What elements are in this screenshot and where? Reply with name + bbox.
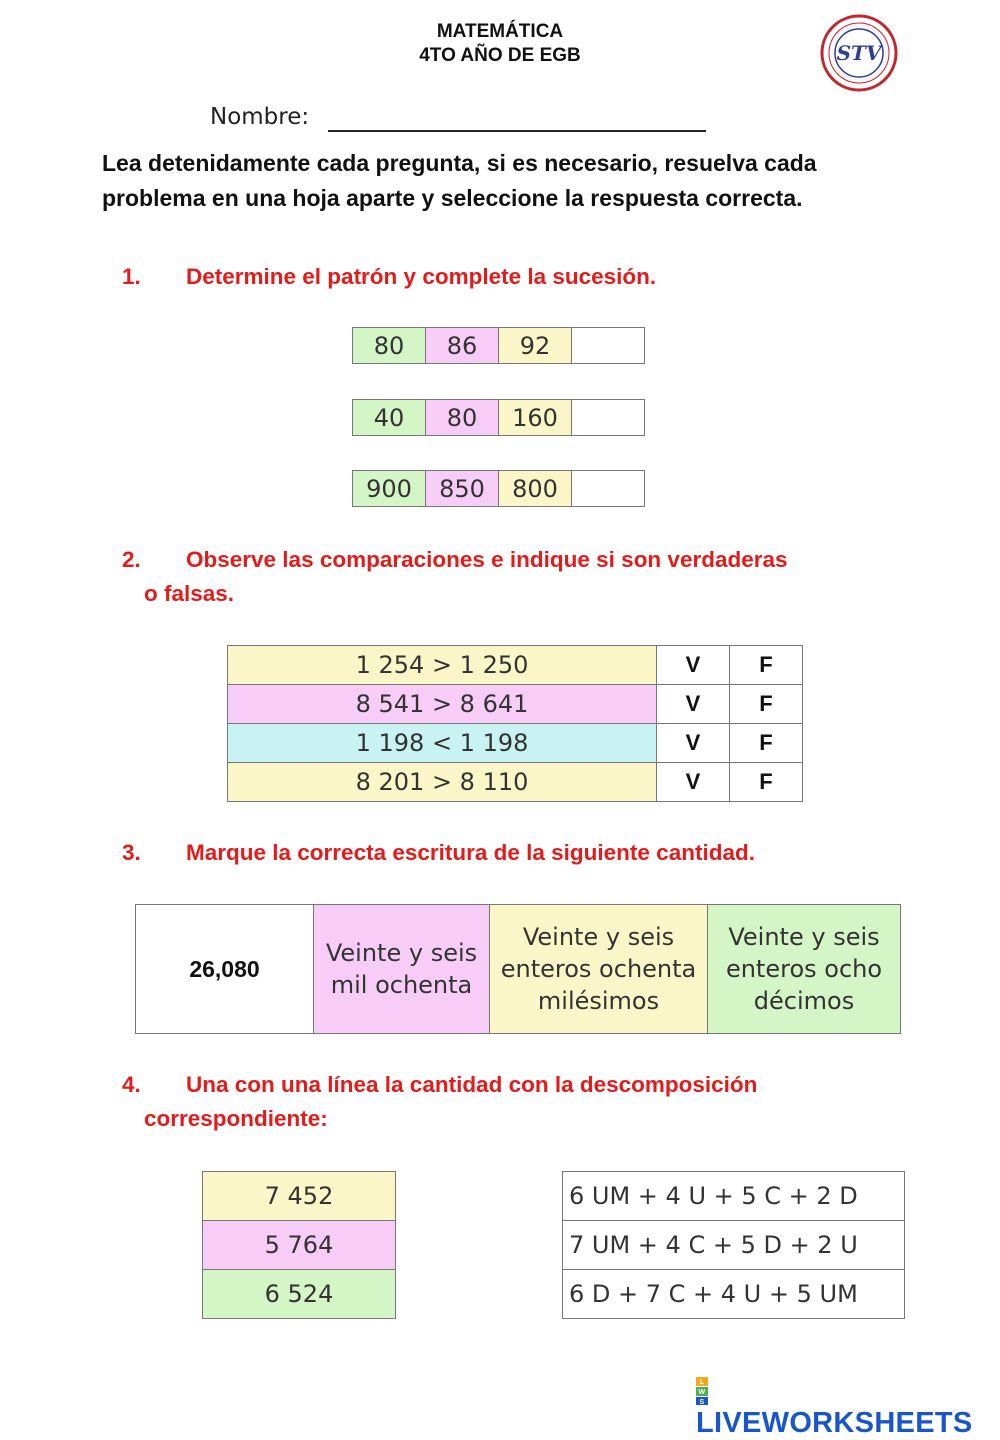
- question-4-number: 4.: [122, 1072, 141, 1097]
- school-logo: [820, 14, 898, 92]
- amount-cell: 26,080: [136, 905, 314, 1034]
- question-4: [122, 1068, 757, 1136]
- decomposition-list: [562, 1171, 905, 1319]
- question-4-text: Una con una línea la cantidad con la descomposición: [186, 1072, 758, 1097]
- quantity-item[interactable]: 6 524: [203, 1270, 396, 1319]
- quantity-item[interactable]: 7 452: [203, 1172, 396, 1221]
- question-2-text-cont: o falsas.: [144, 581, 235, 606]
- sequence-answer-input[interactable]: [572, 471, 645, 507]
- writing-option-1[interactable]: Veinte y seis mil ochenta: [314, 905, 490, 1034]
- decomposition-item[interactable]: 6 D + 7 C + 4 U + 5 UM: [563, 1270, 905, 1319]
- true-option[interactable]: V: [657, 724, 730, 763]
- comparison-table: [227, 645, 803, 802]
- sequence-cell: 40: [353, 400, 426, 436]
- sequence-cell: 86: [426, 328, 499, 364]
- name-input-line[interactable]: [328, 130, 706, 132]
- comparison-expression: 8 541 > 8 641: [228, 685, 657, 724]
- svg-text:S: S: [699, 1399, 705, 1406]
- brand-name: LIVEWORKSHEETS: [696, 1407, 973, 1439]
- false-option[interactable]: F: [730, 763, 803, 802]
- sequence-cell: 80: [353, 328, 426, 364]
- name-label: Nombre:: [210, 104, 310, 130]
- quantity-item[interactable]: 5 764: [203, 1221, 396, 1270]
- instructions: Lea detenidamente cada pregunta, si es necesario, resuelva cada problema en una hoja aparte y seleccione la respuesta correcta.: [102, 150, 817, 211]
- comparison-expression: 8 201 > 8 110: [228, 763, 657, 802]
- sequence-cell: 850: [426, 471, 499, 507]
- sequence-table-3: [352, 470, 645, 507]
- quantity-list: [202, 1171, 396, 1319]
- sequence-table-1: [352, 327, 645, 364]
- logo-monogram: STV: [836, 41, 882, 65]
- question-1-number: 1.: [122, 264, 141, 289]
- number-writing-table: [135, 904, 901, 1034]
- sequence-table-2: [352, 399, 645, 436]
- sequence-cell: 92: [499, 328, 572, 364]
- sequence-answer-input[interactable]: [572, 328, 645, 364]
- decomposition-item[interactable]: 7 UM + 4 C + 5 D + 2 U: [563, 1221, 905, 1270]
- sequence-cell: 160: [499, 400, 572, 436]
- true-option[interactable]: V: [657, 646, 730, 685]
- question-1: [122, 260, 656, 294]
- liveworksheets-brand: [696, 1374, 1000, 1440]
- question-2: [122, 543, 788, 611]
- comparison-expression: 1 198 < 1 198: [228, 724, 657, 763]
- subject-title: MATEMÁTICA: [436, 21, 564, 42]
- false-option[interactable]: F: [730, 724, 803, 763]
- writing-option-3[interactable]: Veinte y seis enteros ocho décimos: [708, 905, 901, 1034]
- table-row: [228, 685, 803, 724]
- question-2-number: 2.: [122, 547, 141, 572]
- svg-text:W: W: [698, 1389, 706, 1397]
- question-3-text: Marque la correcta escritura de la siguiente cantidad.: [186, 840, 755, 865]
- table-row: [228, 763, 803, 802]
- false-option[interactable]: F: [730, 685, 803, 724]
- sequence-answer-input[interactable]: [572, 400, 645, 436]
- svg-text:L: L: [699, 1379, 705, 1387]
- question-4-text-cont: correspondiente:: [144, 1106, 328, 1131]
- comparison-expression: 1 254 > 1 250: [228, 646, 657, 685]
- liveworksheets-logo-icon: [696, 1377, 722, 1405]
- writing-option-2[interactable]: Veinte y seis enteros ochenta milésimos: [490, 905, 708, 1034]
- true-option[interactable]: V: [657, 685, 730, 724]
- sequence-cell: 900: [353, 471, 426, 507]
- false-option[interactable]: F: [730, 646, 803, 685]
- grade-title: 4TO AÑO DE EGB: [419, 45, 581, 66]
- question-3-number: 3.: [122, 840, 141, 865]
- sequence-cell: 800: [499, 471, 572, 507]
- table-row: [228, 646, 803, 685]
- question-1-text: Determine el patrón y complete la sucesión.: [186, 264, 657, 289]
- sequence-cell: 80: [426, 400, 499, 436]
- question-3: [122, 836, 755, 870]
- true-option[interactable]: V: [657, 763, 730, 802]
- decomposition-item[interactable]: 6 UM + 4 U + 5 C + 2 D: [563, 1172, 905, 1221]
- question-2-text: Observe las comparaciones e indique si son verdaderas: [186, 547, 788, 572]
- table-row: [228, 724, 803, 763]
